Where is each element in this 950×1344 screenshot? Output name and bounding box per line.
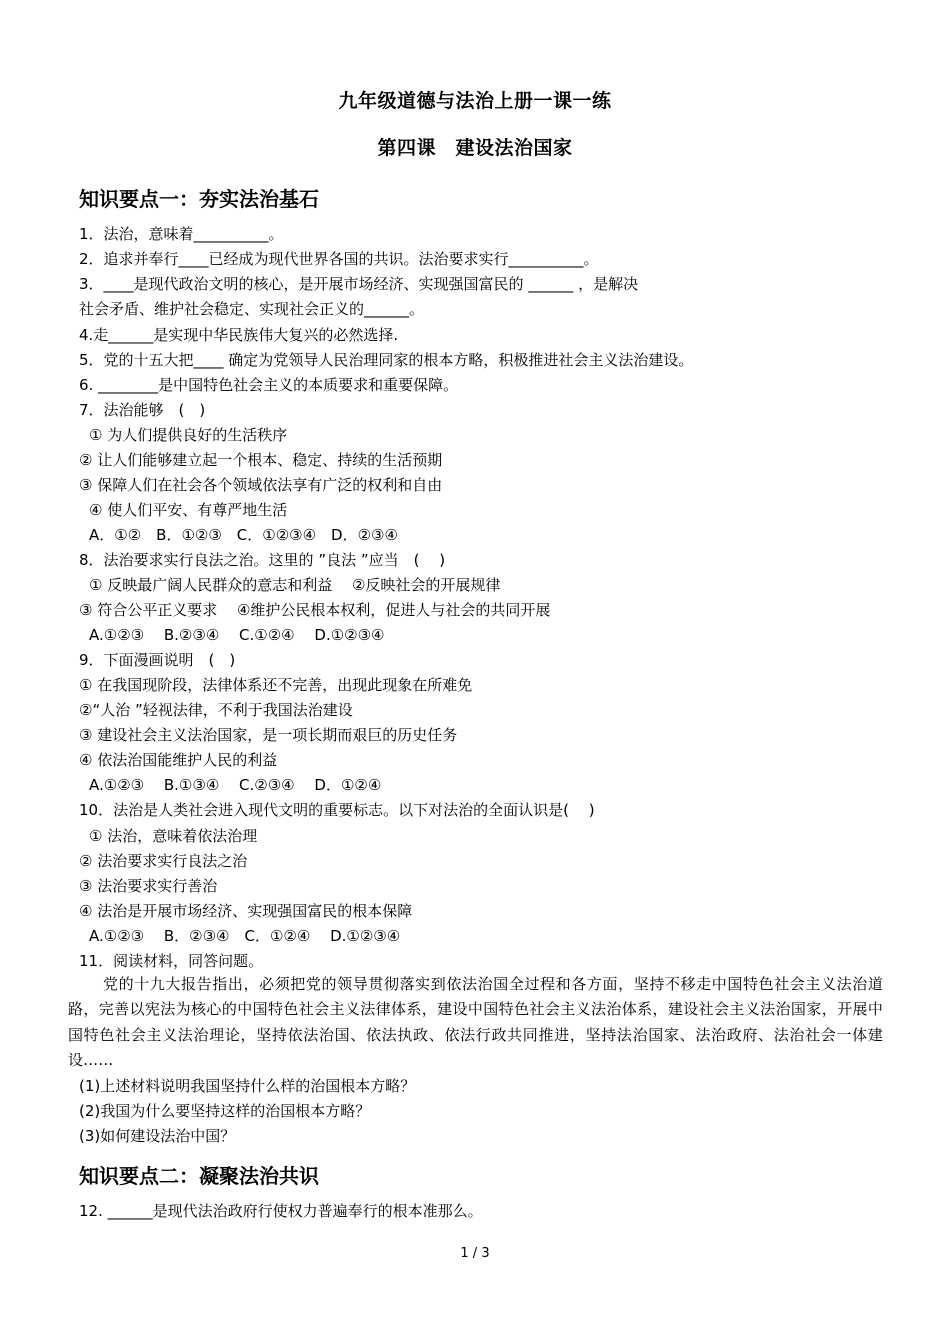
question-8-choices: A.①②③ B.②③④ C.①②④ D.①②③④ bbox=[89, 626, 385, 644]
question-8: 8．法治要求实行良法之治。这里的 ”良法 ”应当 ( ) bbox=[79, 551, 446, 569]
question-8-option-1: ① 反映最广阔人民群众的意志和利益 ②反映社会的开展规律 bbox=[89, 576, 501, 594]
question-7-choices: A．①② B．①②③ C．①②③④ D．②③④ bbox=[89, 526, 398, 544]
question-9-option-4: ④ 依法治国能维护人民的利益 bbox=[79, 751, 278, 769]
question-10-option-4: ④ 法治是开展市场经济、实现强国富民的根本保障 bbox=[79, 902, 413, 920]
reading-material: 党的十九大报告指出，必须把党的领导贯彻落实到依法治国全过程和各方面，坚持不移走中国特色社会主义法治道路，完善以宪法为核心的中国特色社会主义法律体系，建设中国特色社会主义法治体系，建设社会主义法治国家，开展中国特色社会主义法治理论，坚持依法治国、依法执政、依法行政共同推进，坚持法治国家、法治政府、法治社会一体建设…… bbox=[68, 975, 883, 1069]
question-7: 7．法治能够 ( ) bbox=[79, 401, 206, 419]
question-11: 11．阅读材料，同答问题。 bbox=[79, 952, 264, 970]
question-10-choices: A.①②③ B．②③④ C．①②④ D.①②③④ bbox=[89, 927, 401, 945]
question-5: 5．党的十五大把____ 确定为党领导人民治理同家的根本方略，积极推进社会主义法治建设。 bbox=[79, 351, 694, 369]
question-10-option-2: ② 法治要求实行良法之治 bbox=[79, 852, 248, 870]
question-10: 10．法治是人类社会进入现代文明的重要标志。以下对法治的全面认识是( ) bbox=[79, 801, 595, 819]
page-number: 1 / 3 bbox=[460, 1246, 490, 1261]
section-heading-2: 知识要点二：凝聚法治共识 bbox=[79, 1164, 319, 1188]
question-9-option-3: ③ 建设社会主义法治国家，是一项长期而艰巨的历史任务 bbox=[79, 726, 458, 744]
question-9-option-2: ②“人治 ”轻视法律，不利于我国法治建设 bbox=[79, 701, 353, 719]
question-10-option-3: ③ 法治要求实行善治 bbox=[79, 877, 218, 895]
question-3-cont: 社会矛盾、维护社会稳定、实现社会正义的______。 bbox=[79, 300, 425, 318]
question-4: 4.走______是实现中华民族伟大复兴的必然选择. bbox=[79, 326, 399, 344]
question-7-option-2: ② 让人们能够建立起一个根本、稳定、持续的生活预期 bbox=[79, 451, 443, 469]
question-9-choices: A.①②③ B.①③④ C.②③④ D．①②④ bbox=[89, 776, 382, 794]
question-11-part-3: (3)如何建设法治中国？ bbox=[79, 1127, 236, 1145]
question-9: 9．下面漫画说明 ( ) bbox=[79, 651, 236, 669]
question-6: 6. ________是中国特色社会主义的本质要求和重要保障。 bbox=[79, 376, 459, 394]
question-7-option-1: ① 为人们提供良好的生活秩序 bbox=[89, 426, 288, 444]
document-title: 九年级道德与法治上册一课一练 bbox=[338, 90, 612, 112]
question-9-option-1: ① 在我国现阶段，法律体系还不完善，出现此现象在所难免 bbox=[79, 676, 473, 694]
question-7-option-4: ④ 使人们平安、有尊严地生活 bbox=[89, 501, 288, 519]
question-7-option-3: ③ 保障人们在社会各个领域依法享有广泛的权利和自由 bbox=[79, 476, 443, 494]
question-2: 2．追求并奉行____已经成为现代世界各国的共识。法治要求实行__________。 bbox=[79, 250, 599, 268]
question-11-part-2: (2)我国为什么要坚持这样的治国根本方略？ bbox=[79, 1102, 371, 1120]
section-heading-1: 知识要点一：夯实法治基石 bbox=[79, 187, 319, 211]
question-8-option-2: ③ 符合公平正义要求 ④维护公民根本权利，促进人与社会的共同开展 bbox=[79, 601, 551, 619]
question-1: 1．法治，意味着__________。 bbox=[79, 225, 284, 243]
question-10-option-1: ① 法治，意味着依法治理 bbox=[89, 827, 258, 845]
lesson-title: 第四课 建设法治国家 bbox=[377, 137, 573, 159]
question-3: 3．____是现代政治文明的核心，是开展市场经济、实现强国富民的 ______ ，是解决 bbox=[79, 275, 639, 293]
question-12: 12. ______是现代法治政府行使权力普遍奉行的根本准那么。 bbox=[79, 1202, 483, 1220]
question-11-part-1: (1)上述材料说明我国坚持什么样的治国根本方略？ bbox=[79, 1077, 416, 1095]
